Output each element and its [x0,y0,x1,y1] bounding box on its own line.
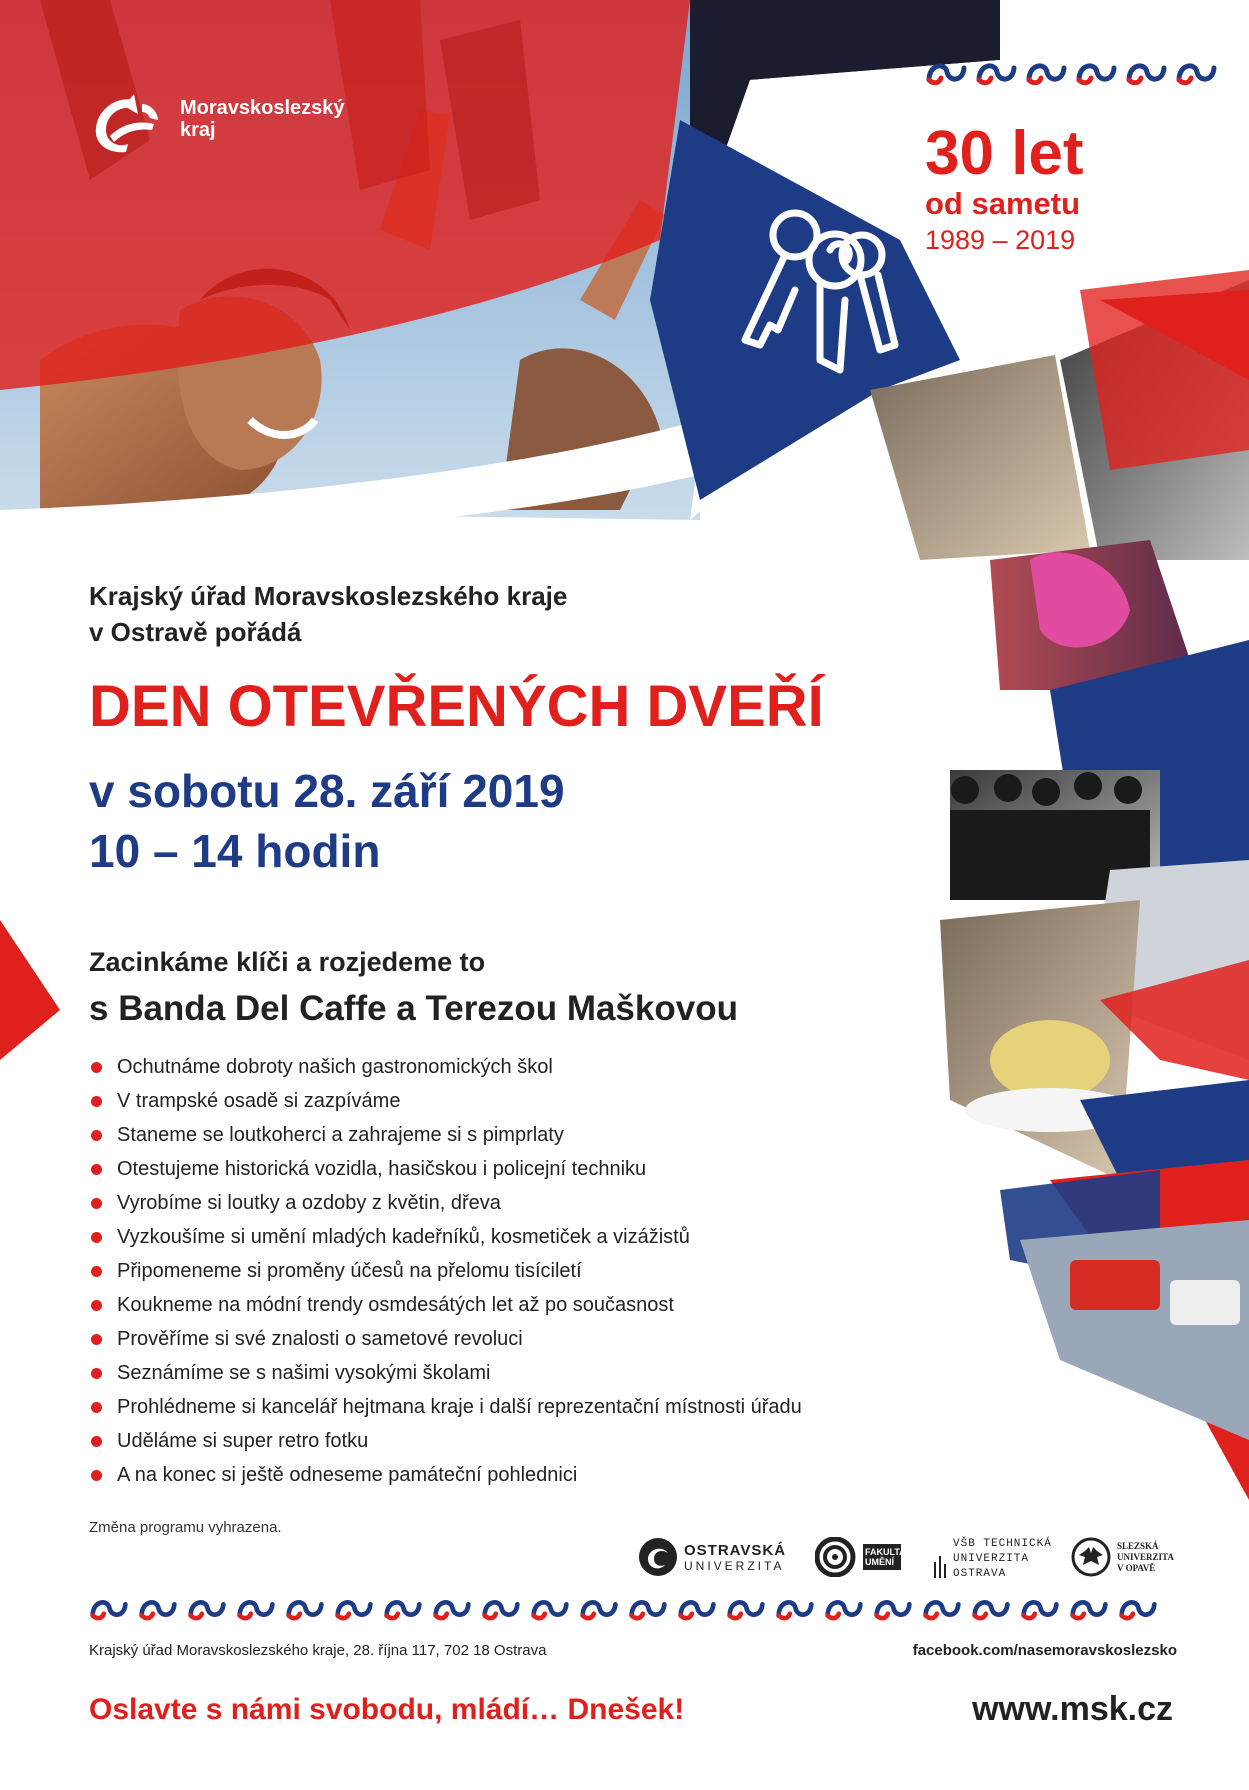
wave-icon [823,1595,865,1623]
list-item-text: Seznámíme se s našimi vysokými školami [117,1362,491,1384]
list-item [89,1186,802,1220]
website-link[interactable]: www.msk.cz [972,1690,1173,1728]
bullet-icon [91,1232,102,1243]
wave-icon [480,1595,522,1623]
anniversary-subtitle: od sametu [925,186,1081,221]
event-day: v sobotu 28. září 2019 [89,765,565,817]
list-item-text: Prohlédneme si kancelář hejtmana kraje i další reprezentační místnosti úřadu [117,1396,802,1418]
list-item [89,1390,802,1424]
list-item-text: Staneme se loutkoherci a zahrajeme si s pimprlaty [117,1124,564,1146]
list-item-text: Prověříme si své znalosti o sametové revoluci [117,1328,523,1350]
wave-icon [725,1595,767,1623]
event-hours: 10 – 14 hodin [89,825,381,877]
msk-logo [88,84,345,154]
bullet-icon [91,1130,102,1141]
wave-icon [284,1595,326,1623]
wave-icon [1075,58,1118,88]
eagle-seal-icon [1071,1537,1111,1577]
list-item [89,1118,802,1152]
wave-icon [872,1595,914,1623]
wave-icon [676,1595,718,1623]
so-line3: V OPAVĚ [1117,1562,1156,1573]
bullet-icon [91,1266,102,1277]
wave-row-top [925,58,1218,88]
bullet-icon [91,1436,102,1447]
list-item [89,1458,802,1492]
event-date [89,761,565,881]
spiral-logo-icon [815,1537,857,1577]
ou-name: OSTRAVSKÁ [684,1541,787,1559]
intro [89,578,567,650]
program-list [89,1050,802,1492]
wave-icon [137,1595,179,1623]
list-item [89,1050,802,1084]
wave-icon [1175,58,1218,88]
list-item-text: A na konec si ještě odneseme památeční pohlednici [117,1464,578,1486]
logo-line1: Moravskoslezský [180,97,345,119]
list-item [89,1424,802,1458]
intro-line1: Krajský úřad Moravskoslezského kraje [89,581,568,611]
list-item [89,1356,802,1390]
wave-icon [627,1595,669,1623]
wave-icon [925,58,968,88]
band-line1: Zacinkáme klíči a rozjedeme to [89,947,486,977]
wave-icon [1117,1595,1159,1623]
wave-icon [431,1595,473,1623]
program-note: Změna programu vyhrazena. [89,1519,282,1536]
bullet-icon [91,1368,102,1379]
vsb-line1: VŠB TECHNICKÁ [953,1538,1052,1550]
logo-ostravska-univerzita [638,1537,786,1577]
bullet-icon [91,1198,102,1209]
so-line1: SLEZSKÁ [1117,1540,1159,1551]
wave-row-bottom [88,1595,1159,1623]
list-item [89,1084,802,1118]
bullet-icon [91,1402,102,1413]
ou-logo-icon [638,1537,678,1577]
list-item-text: V trampské osadě si zazpíváme [117,1090,401,1112]
list-item-text: Vyzkoušíme si umění mladých kadeřníků, kosmetiček a vizážistů [117,1226,690,1248]
list-item-text: Vyrobíme si loutky a ozdoby z květin, dřeva [117,1192,501,1214]
wave-icon [970,1595,1012,1623]
wave-icon [774,1595,816,1623]
list-item-text: Koukneme na módní trendy osmdesátých let až po současnost [117,1294,674,1316]
photo-students [870,355,1090,560]
wave-icon [382,1595,424,1623]
page-title: DEN OTEVŘENÝCH DVEŘÍ [89,674,824,739]
intro-line2: v Ostravě pořádá [89,617,302,647]
logo-fakulta-umeni [815,1537,906,1577]
list-item [89,1220,802,1254]
vsb-line2: UNIVERZITA [953,1553,1030,1565]
wave-icon [1019,1595,1061,1623]
bullet-icon [91,1470,102,1481]
band-line2: s Banda Del Caffe a Terezou Maškovou [89,989,738,1028]
wave-icon [578,1595,620,1623]
anniversary-title: 30 let [925,119,1084,188]
bullet-icon [91,1334,102,1345]
bullet-icon [91,1096,102,1107]
anniversary-years: 1989 – 2019 [925,225,1076,255]
so-line2: UNIVERZITA [1117,1551,1174,1562]
bullet-icon [91,1300,102,1311]
left-red-triangle [0,920,60,1060]
list-item [89,1254,802,1288]
photo-vehicles [1020,1220,1249,1440]
fu-name: FAKULTA UMĚNÍ [863,1544,901,1570]
bullet-icon [91,1062,102,1073]
bullet-icon [91,1164,102,1175]
wave-icon [975,58,1018,88]
wave-icon [1125,58,1168,88]
vsb-line3: OSTRAVA [953,1568,1007,1580]
wave-icon [235,1595,277,1623]
facebook-link[interactable]: facebook.com/nasemoravskoslezsko [912,1642,1177,1659]
slogan: Oslavte s námi svobodu, mládí… Dnešek! [89,1693,685,1726]
wave-icon [333,1595,375,1623]
list-item [89,1288,802,1322]
ou-sub: UNIVERZITA [684,1558,785,1573]
vsb-bars-icon [933,1540,947,1580]
list-item [89,1152,802,1186]
list-item-text: Otestujeme historická vozidla, hasičskou i policejní techniku [117,1158,647,1180]
logo-slezska-univerzita [1071,1537,1174,1577]
msk-logo-icon [88,84,174,154]
wave-icon [1025,58,1068,88]
wave-icon [1068,1595,1110,1623]
list-item-text: Ochutnáme dobroty našich gastronomických škol [117,1056,553,1078]
logo-line2: kraj [180,119,216,141]
wave-icon [186,1595,228,1623]
logo-vsb [933,1537,1052,1582]
wave-icon [88,1595,130,1623]
anniversary-block [925,119,1084,258]
footer-address: Krajský úřad Moravskoslezského kraje, 28. října 117, 702 18 Ostrava [89,1642,547,1659]
list-item-text: Uděláme si super retro fotku [117,1430,369,1452]
wave-icon [529,1595,571,1623]
list-item-text: Připomeneme si proměny účesů na přelomu tisíciletí [117,1260,582,1282]
wave-icon [921,1595,963,1623]
list-item [89,1322,802,1356]
